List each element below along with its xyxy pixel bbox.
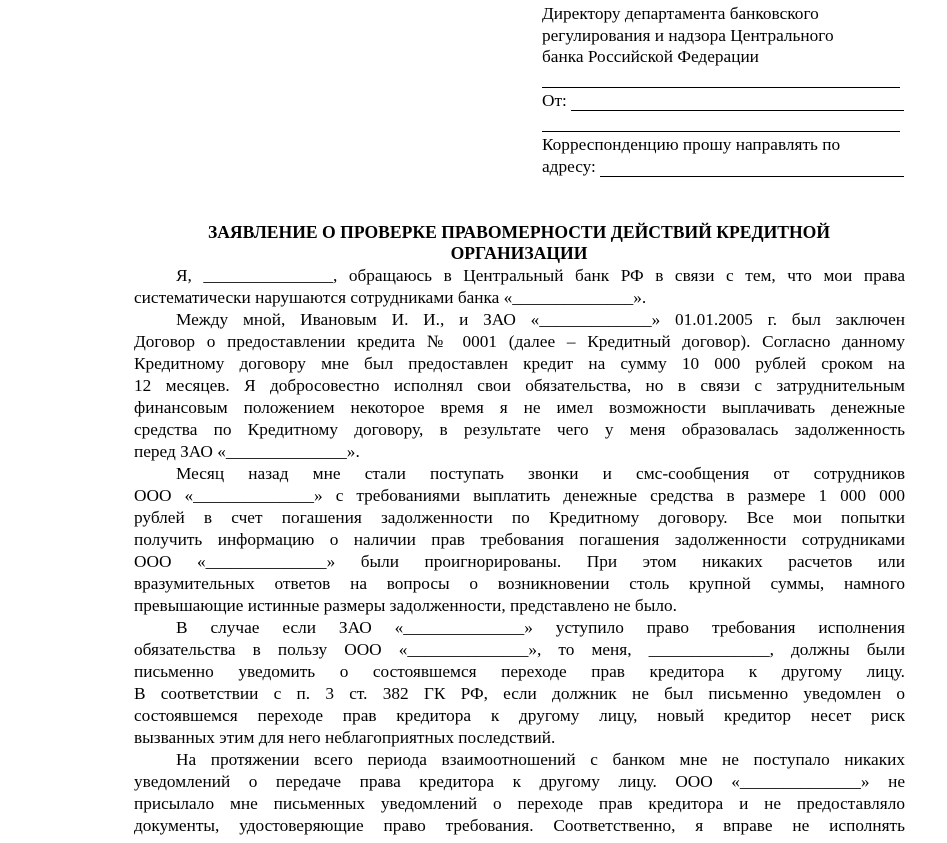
title-line: ОРГАНИЗАЦИИ: [450, 243, 588, 263]
from-blank-line: [571, 94, 904, 111]
paragraph: [134, 749, 905, 837]
text-line: вразумительных ответов на вопросы о возникновении столь крупной суммы, намного: [134, 574, 905, 593]
text-line: уведомлений о передаче права кредитора к другому лицу. ООО «______________» не: [134, 772, 905, 791]
blank-line: [542, 131, 900, 132]
text-line: ООО «______________» с требованиями выплатить денежные средства в размере 1 000 000: [134, 486, 905, 505]
addressee-line: регулирования и надзора Центрального: [542, 25, 834, 45]
text-line: В соответствии с п. 3 ст. 382 ГК РФ, если должник не был письменно уведомлен о: [134, 684, 905, 703]
text-line: финансовым положением некоторое время я не имел возможности выплачивать денежные: [134, 398, 905, 417]
text-line: состоявшемся переходе прав кредитора к другому лицу, новый кредитор несет риск: [134, 706, 905, 725]
correspondence-block: [542, 134, 904, 156]
text-line: На протяжении всего периода взаимоотношений с банком мне не поступало никаких: [176, 750, 905, 769]
text-line: Договор о предоставлении кредита № 0001 (далее – Кредитный договор). Согласно данному: [134, 332, 905, 351]
addressee-line: Директору департамента банковского: [542, 4, 819, 23]
text-line: В случае если ЗАО «______________» уступило право требования исполнения: [176, 618, 905, 637]
text-line: Между мной, Ивановым И. И., и ЗАО «_____________» 01.01.2005 г. был заключен: [176, 310, 905, 329]
text-line: Кредитному договору мне был предоставлен кредит на сумму 10 000 рублей сроком на: [134, 354, 905, 373]
text-line: рублей в счет погашения задолженности по Кредитному договору. Все мои попытки: [134, 508, 905, 527]
address-label: адресу:: [542, 157, 596, 176]
text-line: Я, _______________, обращаюсь в Центральный банк РФ в связи с тем, что мои права: [176, 266, 905, 285]
text-line: вызванных этим для него неблагоприятных последствий.: [134, 728, 556, 747]
addressee-line: банка Российской Федерации: [542, 47, 759, 66]
text-line: обязательства в пользу ООО «______________», то меня, ______________, должны были: [134, 640, 905, 659]
address-row: [542, 157, 904, 177]
text-line: присылало мне письменных уведомлений о переходе прав кредитора и не предоставляло: [134, 794, 905, 813]
from-label: От:: [542, 91, 567, 110]
text-line: систематически нарушаются сотрудниками банка «______________».: [134, 288, 647, 307]
from-row: [542, 91, 904, 111]
text-line: 12 месяцев. Я добросовестно исполнял свои обязательства, но в связи с затруднительным: [134, 376, 905, 395]
text-line: документы, удостоверяющие право требования. Соответственно, я вправе не исполнять: [134, 816, 905, 835]
paragraph: [134, 463, 905, 617]
blank-line: [542, 87, 900, 88]
text-line: ООО «______________» были проигнорированы. При этом никаких расчетов или: [134, 552, 905, 571]
paragraph: [134, 309, 905, 463]
document-title: [134, 222, 904, 264]
address-blank-line: [600, 160, 904, 177]
text-line: средства по Кредитному договору, в результате чего у меня образовалась задолженность: [134, 420, 905, 439]
title-line: ЗАЯВЛЕНИЕ О ПРОВЕРКЕ ПРАВОМЕРНОСТИ ДЕЙСТВИЙ КРЕДИТНОЙ: [207, 222, 831, 242]
text-line: получить информацию о наличии прав требования погашения задолженности сотрудниками: [134, 530, 905, 549]
correspondence-line: Корреспонденцию прошу направлять по: [542, 135, 841, 154]
text-line: Месяц назад мне стали поступать звонки и смс-сообщения от сотрудников: [176, 464, 905, 483]
paragraph: [134, 617, 905, 749]
document-body: [134, 265, 905, 837]
text-line: превышающие истинные размеры задолженности, представлено не было.: [134, 596, 677, 615]
text-line: перед ЗАО «______________».: [134, 442, 360, 461]
addressee-block: [542, 3, 904, 68]
text-line: письменно уведомить о состоявшемся переходе прав кредитора к другому лицу.: [134, 662, 905, 681]
paragraph: [134, 265, 905, 309]
